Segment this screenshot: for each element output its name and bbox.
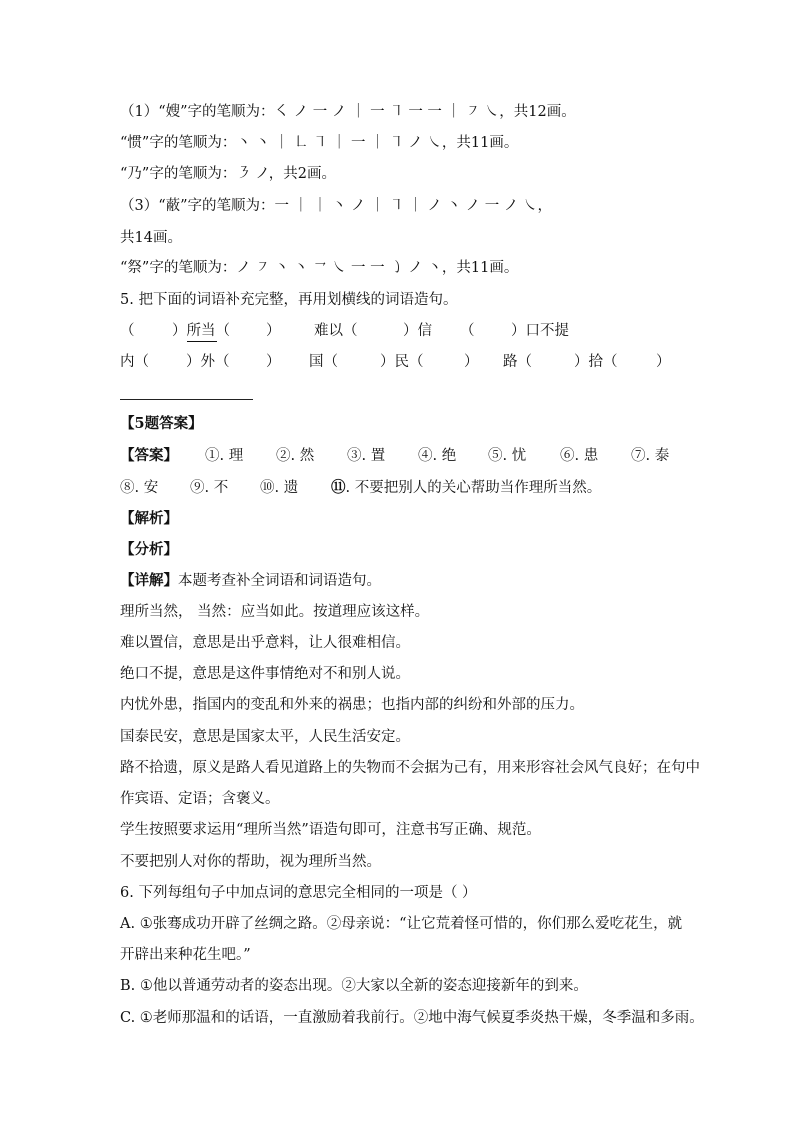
blank-close: ） <box>464 354 479 370</box>
explanation-line: 理所当然， 当然：应当如此。按道理应该这样。 <box>120 604 430 620</box>
answer-item: ⑩. 遗 <box>260 480 299 496</box>
explanation-line: 路不拾遗，原义是路人看见道路上的失物而不会据为己有，用来形容社会风气良好；在句中 <box>120 760 700 776</box>
stroke-line-2: “惯”字的笔顺为：丶 丶 ｜ ㇗ ㇕ ｜ 一 ｜ ㇕ ノ ㇏，共11画。 <box>120 135 519 151</box>
answer-item: ⑧. 安 <box>120 480 159 496</box>
explanation-line: 学生按照要求运用“理所当然”语造句即可，注意书写正确、规范。 <box>120 822 541 838</box>
word-fragment: ）外（ <box>186 354 230 370</box>
option-b: B. ①他以普通劳动者的姿态出现。②大家以全新的姿态迎接新年的到来。 <box>120 978 588 994</box>
explanation-line: 绝口不提，意思是这件事情绝对不和别人说。 <box>120 666 410 682</box>
sentence-answer-rule <box>120 399 253 400</box>
stroke-line-4: （3）“蔽”字的笔顺为：一 ｜ ｜ 丶 ノ ｜ ㇕ ｜ ノ 丶 ノ 一 ノ ㇏， <box>120 198 552 214</box>
answer-item: ③. 置 <box>347 448 386 464</box>
word-fragment: 难以（ <box>314 323 358 339</box>
question-6-title: 6. 下列每组句子中加点词的意思完全相同的一项是（ ） <box>120 885 477 901</box>
detail-line: 【详解】本题考查补全词语和词语造句。 <box>120 572 381 589</box>
answer-item: ⑦. 泰 <box>631 448 670 464</box>
blank-close: ） <box>266 354 281 370</box>
breakdown-header: 【分析】 <box>120 541 178 558</box>
answer-header: 【5题答案】 <box>120 415 203 432</box>
blank-open: （ <box>120 323 135 339</box>
answer-item: ①. 理 <box>205 448 244 464</box>
word-fragment: ）所当（ <box>172 323 230 339</box>
analysis-header: 【解析】 <box>120 510 178 527</box>
word-fragment: 路（ <box>503 354 532 370</box>
stroke-line-6: “祭”字的笔顺为：ノ ㇇ 丶 丶 ㇖ ㇏ 一 一 ㇁ ノ 丶，共11画。 <box>120 260 519 276</box>
explanation-line: 内忧外患，指国内的变乱和外来的祸患；也指内部的纠纷和外部的压力。 <box>120 697 584 713</box>
answer-item: ⑥. 患 <box>560 448 599 464</box>
explanation-line: 难以置信，意思是出乎意料，让人很难相信。 <box>120 635 410 651</box>
option-a-continued: 开辟出来种花生吧。” <box>120 947 251 963</box>
explanation-line: 作宾语、定语；含褒义。 <box>120 791 280 807</box>
answer-item: ⑪. 不要把别人的关心帮助当作理所当然。 <box>331 479 602 496</box>
blank-open: （ <box>460 323 475 339</box>
blank-close: ） <box>266 323 281 339</box>
word-fragment: ）口不提 <box>511 323 569 339</box>
blank-close: ） <box>656 354 671 370</box>
option-c: C. ①老师那温和的话语，一直激励着我前行。②地中海气候夏季炎热干燥，冬季温和多雨。 <box>120 1010 704 1026</box>
word-fragment: ）民（ <box>380 354 424 370</box>
stroke-line-3: “乃”字的笔顺为：㇋ ノ，共2画。 <box>120 166 336 182</box>
answer-label: 【答案】 <box>120 447 178 464</box>
answer-item: ④. 绝 <box>418 448 457 464</box>
word-fragment: 内（ <box>120 354 149 370</box>
question-5-title: 5. 把下面的词语补充完整，再用划横线的词语造句。 <box>120 292 458 308</box>
stroke-line-5: 共14画。 <box>120 230 182 246</box>
answer-item: ⑨. 不 <box>190 480 229 496</box>
explanation-line: 国泰民安，意思是国家太平，人民生活安定。 <box>120 729 410 745</box>
answer-item: ⑤. 忧 <box>488 448 527 464</box>
stroke-line-1: （1）“嫂”字的笔顺为：㇛ ノ 一 ノ ｜ 一 ㇕ 一 一 ｜ ㇇ ㇏，共12画。 <box>120 104 576 120</box>
word-fragment: ）信 <box>403 323 432 339</box>
word-fragment: 国（ <box>309 354 338 370</box>
option-a: A. ①张骞成功开辟了丝绸之路。②母亲说：“让它荒着怪可惜的，你们那么爱吃花生，就 <box>120 916 683 932</box>
explanation-line: 不要把别人对你的帮助，视为理所当然。 <box>120 854 381 870</box>
answer-item: ②. 然 <box>276 448 315 464</box>
word-fragment: ）拾（ <box>574 354 618 370</box>
